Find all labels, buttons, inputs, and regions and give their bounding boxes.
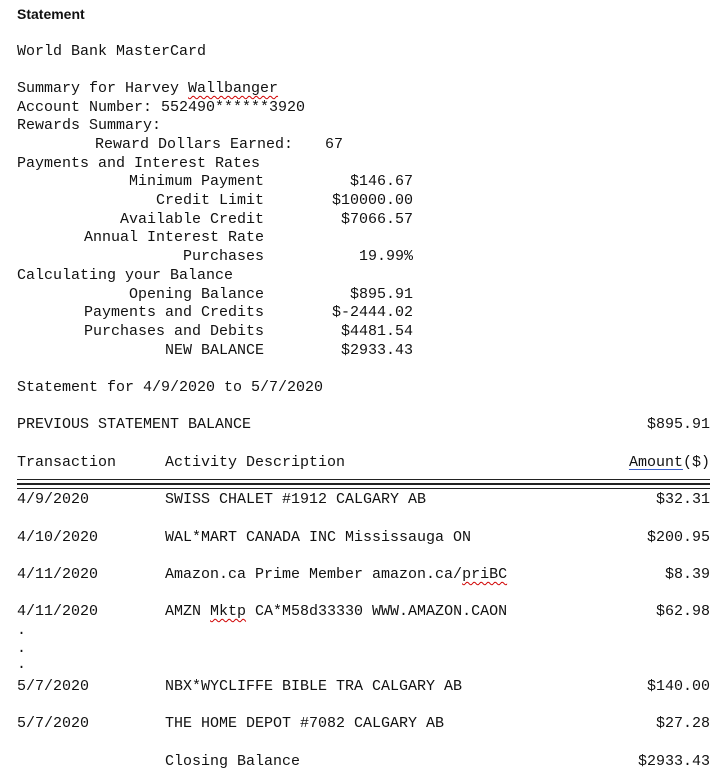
table-row-date: 4/11/2020 <box>17 603 99 620</box>
table-row-date: 4/9/2020 <box>17 491 90 508</box>
balance-label-purchases: Purchases and Debits <box>83 323 264 340</box>
balance-label-new: NEW BALANCE <box>164 342 264 359</box>
reward-label: Reward Dollars Earned: <box>95 136 294 153</box>
summary-prefix: Summary for Harvey <box>17 80 189 97</box>
rewards-heading: Rewards Summary: <box>17 117 162 134</box>
closing-balance-label: Closing Balance <box>165 753 301 770</box>
description-part: Amazon.ca Prime Member amazon.ca/ <box>165 566 463 583</box>
table-row-description: WAL*MART CANADA INC Mississauga ON <box>165 529 472 546</box>
balance-label-payments: Payments and Credits <box>83 304 264 321</box>
table-row-description: NBX*WYCLIFFE BIBLE TRA CALGARY AB <box>165 678 463 695</box>
header-divider-lower <box>17 484 710 489</box>
description-part: AMZN <box>165 603 211 620</box>
previous-balance-label: PREVIOUS STATEMENT BALANCE <box>17 416 252 433</box>
payments-value-minimum: $146.67 <box>349 173 413 190</box>
payments-heading: Payments and Interest Rates <box>17 155 261 172</box>
ellipsis-dot: . <box>17 640 27 657</box>
table-row-description <box>165 603 507 622</box>
table-row-amount: $32.31 <box>655 491 710 508</box>
description-part-flagged: priBC <box>462 566 508 583</box>
payments-value-purchases: 19.99% <box>358 248 413 265</box>
description-part-flagged: Mktp <box>210 603 247 620</box>
table-row-date: 5/7/2020 <box>17 678 90 695</box>
column-header-amount-word: Amount <box>628 454 683 471</box>
payments-value-available: $7066.57 <box>340 211 413 228</box>
table-row-amount: $8.39 <box>664 566 710 583</box>
closing-balance-value: $2933.43 <box>637 753 710 770</box>
account-number: Account Number: 552490******3920 <box>17 99 306 116</box>
table-row-description <box>165 566 507 585</box>
description-part: CA*M58d33330 WWW.AMAZON.CAON <box>246 603 508 620</box>
table-row-amount: $62.98 <box>655 603 710 620</box>
balance-label-opening: Opening Balance <box>128 286 264 303</box>
document-title: Statement <box>17 6 85 22</box>
payments-label-available: Available Credit <box>119 211 264 228</box>
reward-value: 67 <box>325 136 344 153</box>
column-header-amount-unit: ($) <box>682 454 710 471</box>
table-row-description: THE HOME DEPOT #7082 CALGARY AB <box>165 715 445 732</box>
payments-value-limit: $10000.00 <box>331 192 413 209</box>
ellipsis-dot: . <box>17 656 27 673</box>
ellipsis-dot: . <box>17 622 27 639</box>
table-row-amount: $200.95 <box>646 529 710 546</box>
table-row-amount: $140.00 <box>646 678 710 695</box>
column-header-transaction: Transaction <box>17 454 117 471</box>
column-header-description: Activity Description <box>165 454 346 471</box>
summary-line <box>17 80 278 99</box>
balance-value-opening: $895.91 <box>349 286 413 303</box>
payments-label-annual-rate: Annual Interest Rate <box>83 229 264 246</box>
balance-heading: Calculating your Balance <box>17 267 234 284</box>
balance-value-payments: $-2444.02 <box>331 304 413 321</box>
payments-label-limit: Credit Limit <box>155 192 264 209</box>
table-row-description: SWISS CHALET #1912 CALGARY AB <box>165 491 427 508</box>
table-row-date: 4/10/2020 <box>17 529 99 546</box>
balance-value-new: $2933.43 <box>340 342 413 359</box>
column-header-amount <box>629 454 710 473</box>
payments-label-minimum: Minimum Payment <box>128 173 264 190</box>
card-name: World Bank MasterCard <box>17 43 207 60</box>
summary-name-last: Wallbanger <box>188 80 279 97</box>
table-row-date: 4/11/2020 <box>17 566 99 583</box>
table-row-amount: $27.28 <box>655 715 710 732</box>
balance-value-purchases: $4481.54 <box>340 323 413 340</box>
statement-period: Statement for 4/9/2020 to 5/7/2020 <box>17 379 324 396</box>
table-row-date: 5/7/2020 <box>17 715 90 732</box>
previous-balance-value: $895.91 <box>646 416 710 433</box>
payments-label-purchases: Purchases <box>182 248 264 265</box>
